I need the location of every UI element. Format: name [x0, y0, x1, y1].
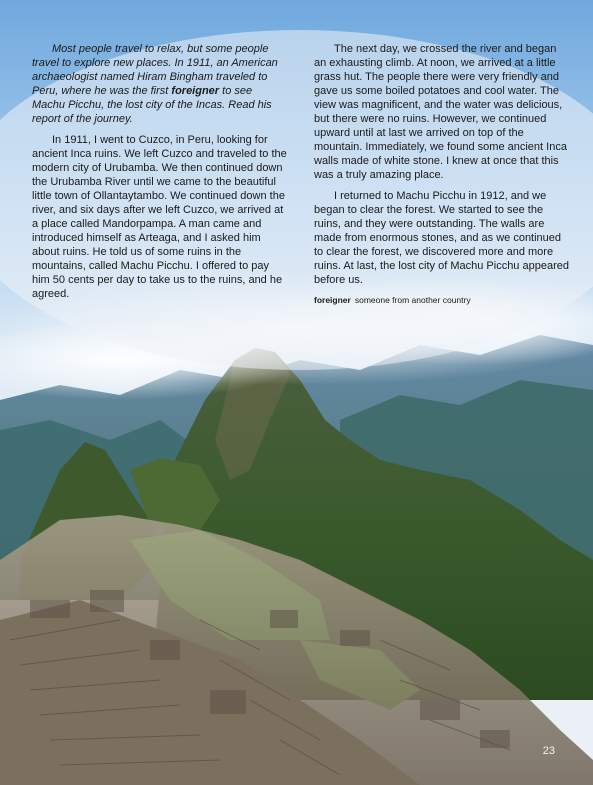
intro-paragraph	[32, 42, 288, 126]
glossary-term: foreigner	[314, 295, 351, 305]
intro-part-2: to see Machu Picchu, the lost city of the Incas. Read his report of the journey.	[32, 85, 272, 125]
article-body	[32, 42, 570, 308]
paragraph-1: In 1911, I went to Cuzco, in Peru, looking for ancient Inca ruins. We left Cuzco and traveled to the modern city of Urubamba. We then continued down the Urubamba River until we came to the beautiful little town of Ollantaytambo. We continued down the river, and six days after we left Cuzco, we arrived at a place called Mandorpampa. A man came and introduced himself as Arteaga, and I asked him about ruins. He told us of some ruins in the mountains, called Machu Picchu. I offered to pay him 50 cents per day to take us to the ruins, and he agreed.	[32, 134, 287, 300]
page-number: 23	[542, 745, 555, 757]
right-column	[314, 42, 570, 308]
intro-part-1: Most people travel to relax, but some people travel to explore new places. In 1911, an American archaeologist named Hiram Bingham traveled to Peru, where he was the first	[32, 43, 278, 97]
paragraph-2: The next day, we crossed the river and began an exhausting climb. At noon, we arrived at a little grass hut. The people there were very friendly and gave us some boiled potatoes and cool water. The view was magnificent, and the water was delicious, but there were no ruins. However, we continued upward until at last we arrived on top of the mountain. Immediately, we found some ancient Inca walls made of white stone. I knew at once that this was a truly amazing place.	[314, 43, 567, 181]
glossary-definition: someone from another country	[354, 295, 471, 305]
glossary-entry	[314, 294, 570, 306]
left-column	[32, 42, 288, 308]
intro-bold-word: foreigner	[171, 85, 220, 97]
paragraph-3: I returned to Machu Picchu in 1912, and we began to clear the forest. We started to see the ruins, and they were outstanding. The walls are made from enormous stones, and as we continued to clear the forest, we discovered more and more ruins. At last, the lost city of Machu Picchu appeared before us.	[314, 190, 569, 286]
